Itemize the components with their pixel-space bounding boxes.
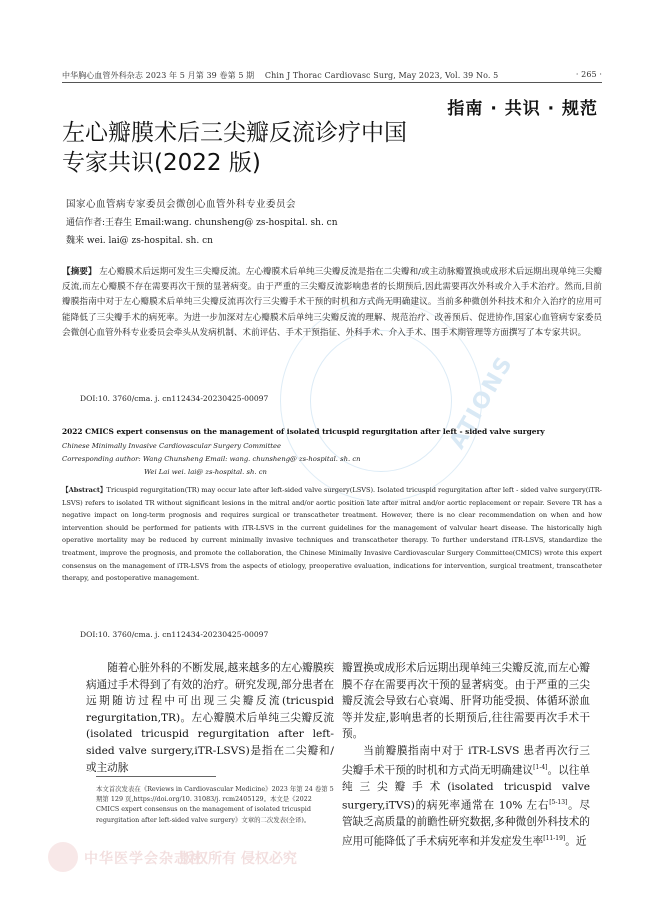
abstract-en-text: Tricuspid regurgitation(TR) may occur late after left-sided valve surgery(LSVS). Isolated tricuspid regurgitation after left - sided valve surgery(iTR-LSVS) refers to isolated TR without significant lesions in the mitral and/or aortic position late after mitral and/or aortic replacement or repair. Severe TR has a negative impact on long-term prognosis and requires surgical or transcatheter treatment. However, there is no clear recommendation on when and how intervention should be performed for patients with iTR-LSVS in the current guidelines for the management of valvular heart disease. The historically high operative mortality may be reduced by current minimally invasive techniques and transcatheter therapy. To further understand iTR-LSVS, standardize the treatment, improve the prognosis, and promote the collaboration, the Chinese Minimally Invasive Cardiovascular Surgery Committee(CMICS) wrote this expert consensus on the management of iTR-LSVS from the aspects of etiology, preoperative evaluation, indications for intervention, surgical treatment, transcatheter therapy, and postoperative management. — [62, 486, 602, 583]
body-paragraph — [342, 743, 590, 850]
footnote: 本文首次发表在《Reviews in Cardiovascular Medicine》2023 年第 24 卷第 5 期第 129 页,https://doi.org/10. 31083/j. rcm2405129。本文是《2022 CMICS expert consensus on the management of isolated tricuspid regurgitation after left-sided valve surgery》文章的二次发表(全译)。 — [96, 785, 334, 824]
publisher-logo-icon — [48, 842, 78, 872]
abstract-zh — [62, 265, 602, 341]
header-rule — [62, 82, 602, 83]
english-committee: Chinese Minimally Invasive Cardiovascular Surgery Committee — [62, 442, 282, 450]
running-head — [62, 70, 602, 81]
body-paragraph: 随着心脏外科的不断发展,越来越多的左心瓣膜疾病通过手术得到了有效的治疗。研究发现,部分患者在远期随访过程中可出现三尖瓣反流(tricuspid regurgitation,TR)。左心瓣膜术后单纯三尖瓣反流(isolated tricuspid regurgitation after left-sided valve surgery,iTR-LSVS)是指在二尖瓣和/或主动脉 — [86, 662, 334, 774]
body-left-column — [86, 660, 334, 774]
english-corr-2: Wei Lai wei. lai@ zs-hospital. sh. cn — [144, 468, 267, 476]
abstract-zh-text: 左心瓣膜术后远期可发生三尖瓣反流。左心瓣膜术后单纯三尖瓣反流是指在二尖瓣和/或主动脉瓣置换或成形术后远期出现单纯三尖瓣反流,而左心瓣膜不存在需要再次干预的显著病变。由于严重的三尖瓣反流影响患者的长期预后,因此需要再次外科或介入手术治疗。然而,目前瓣膜指南中对于左心瓣膜术后单纯三尖瓣反流再次行三尖瓣手术干预的时机和方式尚无明确建议。当前多种微创外科技术和介入治疗的应用可能降低了三尖瓣手术的病死率。为进一步加深对左心瓣膜术后单纯三尖瓣反流的理解、规范治疗、改善预后、促进协作,国家心血管病专家委员会微创心血管外科专业委员会牵头从发病机制、术前评估、手术干预指征、外科手术、介入手术、围手术期管理等方面撰写了本专家共识。 — [62, 267, 602, 338]
english-title: 2022 CMICS expert consensus on the management of isolated tricuspid regurgitation after left - sided valve surgery — [62, 427, 545, 436]
journal-zh: 中华胸心血管外科杂志 2023 年 5 月第 39 卷第 5 期 — [62, 71, 255, 80]
running-head-left — [62, 70, 506, 81]
journal-en: Chin J Thorac Cardiovasc Surg, May 2023, Vol. 39 No. 5 — [264, 71, 499, 80]
title-line-2: 专家共识(2022 版) — [62, 150, 261, 176]
correspondence-line-1: 通信作者:王春生 Email:wang. chunsheng@ zs-hospital. sh. cn — [66, 218, 338, 228]
citation[interactable]: [1-4] — [533, 763, 548, 771]
body-paragraph: 瓣置换或成形术后远期出现单纯三尖瓣反流,而左心瓣膜不存在需要再次干预的显著病变。由于严重的三尖瓣反流会导致右心衰竭、肝肾功能受损、体循环淤血等并发症,影响患者的长期预后,往往需要再次手术干预。 — [342, 662, 590, 741]
author-group: 国家心血管病专家委员会微创心血管外科专业委员会 — [66, 199, 297, 210]
watermark-inner-ring — [310, 330, 452, 472]
title-line-1: 左心瓣膜术后三尖瓣反流诊疗中国 — [62, 120, 407, 146]
citation[interactable]: [11-19] — [543, 835, 566, 842]
doi-en: DOI:10. 3760/cma. j. cn112434-20230425-00097 — [80, 630, 269, 639]
page-number: · 265 · — [575, 70, 602, 79]
watermark-text: ATIONS — [445, 351, 519, 454]
doi-zh: DOI:10. 3760/cma. j. cn112434-20230425-00097 — [80, 394, 269, 403]
publisher-mark-2: 版权所有 侵权必究 — [180, 851, 297, 867]
footnote-rule — [96, 776, 216, 777]
citation[interactable]: [5-13] — [549, 799, 568, 807]
abstract-en-label: 【Abstract】 — [62, 486, 107, 494]
publisher-mark: 中华医学会杂志社 — [84, 851, 204, 867]
body-text: 当前瓣膜指南中对于 iTR-LSVS 患者再次行三尖瓣手术干预的时机和方式尚无明确建议 — [342, 744, 590, 777]
body-text: 。尽管缺乏高质量的前瞻性研究数据,多种微创外科技术的应用可能降低了手术病死率和并发症发生率 — [342, 799, 590, 848]
section-label: 指南 · 共识 · 规范 — [447, 99, 598, 119]
english-corr-1: Corresponding author: Wang Chunsheng Email: wang. chunsheng@ zs-hospital. sh. cn — [62, 455, 361, 463]
body-text: 。近 — [565, 835, 587, 848]
article-title — [62, 118, 407, 178]
correspondence-line-2: 魏来 wei. lai@ zs-hospital. sh. cn — [66, 236, 213, 246]
abstract-zh-label: 【摘要】 — [62, 267, 97, 277]
body-text: 。以往单纯三尖瓣手术(isolated tricuspid valve surgery,iTVS)的病死率通常在 10% 左右 — [342, 764, 590, 812]
abstract-en — [62, 484, 602, 585]
body-right-column — [342, 660, 590, 850]
